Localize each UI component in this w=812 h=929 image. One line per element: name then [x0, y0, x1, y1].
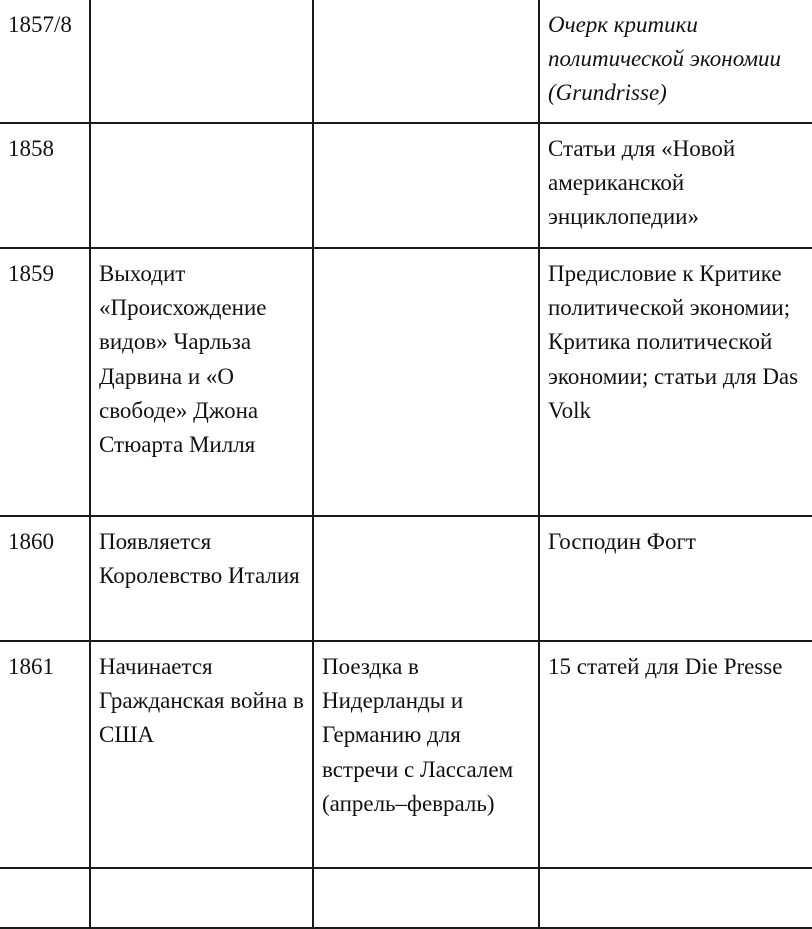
world-events-cell: [90, 0, 313, 123]
world-events-cell: Выходит «Происхождение видов» Чарльза Дарвина и «О свободе» Джона Стюарта Милля: [90, 248, 313, 516]
year-cell: 1858: [0, 123, 90, 248]
table-row: [0, 868, 812, 928]
life-events-cell: [313, 0, 539, 123]
life-events-cell: Поездка в Нидерланды и Германию для встречи с Лассалем (апрель–февраль): [313, 641, 539, 868]
world-events-cell: [90, 123, 313, 248]
life-events-cell: [313, 868, 539, 928]
works-cell: Очерк критики политической экономии (Grundrisse): [539, 0, 812, 123]
year-cell: 1861: [0, 641, 90, 868]
works-cell: Статьи для «Новой американской энциклопедии»: [539, 123, 812, 248]
table-row: [0, 0, 812, 123]
works-cell: Предисловие к Критике политической экономии; Критика политической экономии; статьи для Das Volk: [539, 248, 812, 516]
life-events-cell: [313, 516, 539, 641]
year-cell: 1859: [0, 248, 90, 516]
table-row: [0, 248, 812, 516]
year-cell: 1860: [0, 516, 90, 641]
world-events-cell: Появляется Королевство Италия: [90, 516, 313, 641]
year-cell: [0, 868, 90, 928]
works-cell: 15 статей для Die Presse: [539, 641, 812, 868]
table-row: [0, 123, 812, 248]
table-row: [0, 516, 812, 641]
works-cell: Господин Фогт: [539, 516, 812, 641]
works-cell: [539, 868, 812, 928]
table-row: [0, 641, 812, 868]
life-events-cell: [313, 123, 539, 248]
year-cell: 1857/8: [0, 0, 90, 123]
world-events-cell: Начинается Гражданская война в США: [90, 641, 313, 868]
life-events-cell: [313, 248, 539, 516]
world-events-cell: [90, 868, 313, 928]
